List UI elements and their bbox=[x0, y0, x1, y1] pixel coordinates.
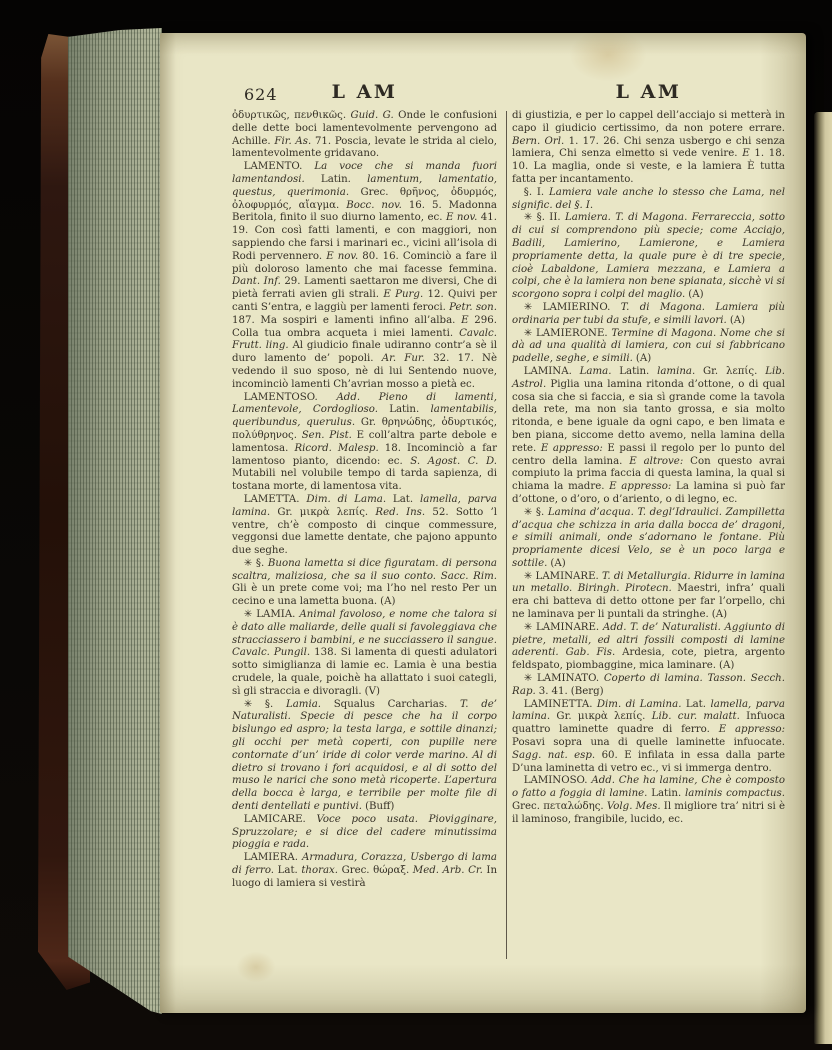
dictionary-paragraph: LAMENTOSO. Add. Pieno di lamenti, Lamentevole, Cordoglioso. Latin. lamentabilis, queribundus, querulus. Gr. θρηνώδης, ὀδυρτικός, πολύθρηνος. Sen. Pist. E coll’altra parte debole e lamentosa. Ricord. Malesp. 18. Incominciò a far lamentoso pianto, dicendo: ec. S. Agost. C. D. Mutabili nel volubile tempo di tarda sapienza, di tostana morte, di lamentosa vita. bbox=[232, 391, 498, 493]
dictionary-paragraph: LAMINETTA. Dim. di Lamina. Lat. lamella, parva lamina. Gr. μικρὰ λεπίς. Lib. cur. malatt. Infuoca quattro laminette quadre di ferro. E appresso: Posavi sopra una di quelle laminette infuocate. Sagg. nat. esp. 60. E infilata in essa dalla parte D’una laminetta di vetro ec., vi si immerga dentro. bbox=[512, 698, 786, 774]
dictionary-paragraph: ὀδυρτικῶς, πενθικῶς. Guid. G. Onde le confusioni delle dette boci lamentevolmente pervengono ad Achille. Fir. As. 71. Poscia, levate le strida al cielo, lamentevolmente gridavano. bbox=[232, 110, 497, 160]
dictionary-paragraph: di giustizia, e per lo cappel dell’acciajo si metterà in capo il giudicio certissimo, da non potere errare. Bern. Orl. 1. 17. 26. Chi senza usbergo e chi senza lamiera, Chi senza elmetto si vede venire. E 1. 18. 10. La maglia, onde si veste, e la lamiera È tutta fatta per incantamento. bbox=[512, 110, 785, 185]
page-number: 624 bbox=[244, 85, 278, 104]
dictionary-paragraph: LAMINOSO. Add. Che ha lamine, Che è composto o fatto a foggia di lamine. Latin. laminis compactus. Grec. πεταλώδης. Volg. Mes. Il migliore tra’ nitri si è il laminoso, frangibile, lucido, ec. bbox=[512, 775, 785, 825]
column-divider-rule bbox=[506, 111, 507, 959]
dictionary-paragraph: LAMIERA. Armadura, Corazza, Usbergo di lama di ferro. Lat. thorax. Grec. θώραξ. Med. Arb. Cr. In luogo di lamiera si vestirà bbox=[232, 852, 497, 889]
dictionary-paragraph: §. I. Lamiera vale anche lo stesso che Lama, nel signific. del §. I. bbox=[512, 186, 785, 211]
dictionary-paragraph: ✳ LAMINARE. T. di Metallurgia. Ridurre in lamina un metallo. Biringh. Pirotecn. Maestri, infra’ quali era chi batteva di detto ottone per far l’orpello, chi ne laminava per li puntali da stringhe. (A) bbox=[512, 570, 786, 621]
next-page-edge bbox=[814, 112, 832, 1044]
running-head-right: L AM bbox=[615, 81, 682, 103]
stacked-page-edges bbox=[68, 28, 162, 1018]
dictionary-paragraph: ✳ LAMINATO. Coperto di lamina. Tasson. Secch. Rap. 3. 41. (Berg) bbox=[512, 673, 785, 697]
left-column bbox=[232, 110, 497, 959]
book-page bbox=[160, 33, 806, 1013]
text-columns bbox=[232, 110, 785, 959]
dictionary-paragraph: LAMETTA. Dim. di Lama. Lat. lamella, parva lamina. Gr. μικρὰ λεπίς. Red. Ins. 52. Sotto ’l ventre, ch’è composto di cinque commessure, veggonsi due lamette dentate, che pajono appunto due seghe. bbox=[232, 493, 497, 557]
dictionary-paragraph: ✳ LAMIA. Animal favoloso, e nome che talora si è dato alle maliarde, delle quali si favoleggiava che stracciassero i bambini, e ne succiassero il sangue. Cavalc. Pungil. 138. Si lamenta di questi adulatori sotto simiglianza di lamie ec. Lamia è una bestia crudele, la quale, poichè ha allattato i suoi categli, sì gli straccia e divoragli. (V) bbox=[232, 609, 497, 697]
dictionary-paragraph: ✳ LAMIERONE. Termine di Magona. Nome che si dà ad una qualità di lamiera, con cui si fabbricano padelle, seghe, e simili. (A) bbox=[512, 327, 785, 365]
dictionary-paragraph: ✳ LAMINARE. Add. T. de’ Naturalisti. Aggiunto di pietre, metalli, ed altri fossili composti di lamine aderenti. Gab. Fis. Ardesia, cote, pietra, argento feldspato, piombaggine, mica laminare. (A) bbox=[512, 621, 785, 672]
dictionary-paragraph: LAMENTO. La voce che si manda fuori lamentandosi. Latin. lamentum, lamentatio, questus, querimonia. Grec. θρῆνος, ὀδυρμός, ὀλοφυρμός, αἴαγμα. Bocc. nov. 16. 5. Madonna Beritola, finito il suo diurno lamento, ec. E nov. 41. 19. Con così fatti lamenti, e con maggiori, non sappiendo che farsi i marinari ec., vicini all’isola di Rodi pervennero. E nov. 80. 16. Cominciò a fare il più doloroso lamento che mai facesse femmina. Dant. Inf. 29. Lamenti saettaron me diversi, Che di pietà ferrati avien gli strali. E Purg. 12. Quivi per canti S’entra, e laggiù per lamenti feroci. Petr. son. 187. Ma sospiri e lamenti infino all’alba. E 296. Colla tua ombra acqueta i miei lamenti. Cavalc. Frutt. ling. Al giudicio finale udiranno contr’a sè il duro lamento de’ popoli. Ar. Fur. 32. 17. Nè vedendo il suo sposo, nè di lui Sentendo nuove, incominciò lamenti Ch’avrian mosso a pietà ec. bbox=[232, 161, 497, 390]
dictionary-paragraph: ✳ §. Buona lametta si dice figuratam. di persona scaltra, maliziosa, che sa il suo conto. Sacc. Rim. Gli è un prete come voi; ma l’ho nel resto Per un cecino e una lametta buona. (A) bbox=[232, 557, 497, 608]
dictionary-paragraph: LAMICARE. Voce poco usata. Piovigginare, Spruzzolare; e si dice del cadere minutissima pioggia e rada. bbox=[232, 813, 497, 851]
dictionary-paragraph: ✳ §. II. Lamiera. T. di Magona. Ferrareccia, sotto di cui si comprendono più specie; come Acciajo, Badili, Lamierino, Lamierone, e Lamiera propriamente detta, la quale pure è di tre specie, cioè Labaldone, Lamiera mezzana, e Lamiera a colpi, che è la lamiera non bene spianata, sicchè vi si scorgono sopra i colpi del maglio. (A) bbox=[512, 212, 785, 301]
right-column bbox=[512, 110, 785, 959]
dictionary-paragraph: LAMINA. Lama. Latin. lamina. Gr. λεπίς. Lib. Astrol. Piglia una lamina ritonda d’ottone, o di qual cosa sia che si faccia, e sia sì grande come la tavola della rete, ma non sia tanto grossa, e sia molto ritonda, e bene iguale da ogni capo, e ben limata e ben piana, siccome detto avemo, nella lamina della rete. E appresso: E passi il regolo per lo punto del centro della lamina. E altrove: Con questo avrai compiuto la prima faccia di questa lamina, la qual si chiama la madre. E appresso: La lamina si può far d’ottone, o d’oro, o d’ariento, o di legno, ec. bbox=[512, 365, 785, 505]
dictionary-paragraph: ✳ §. Lamia. Squalus Carcharias. T. de’ Naturalisti. Specie di pesce che ha il corpo bislungo ed aspro; la testa larga, e sottile dinanzi; gli occhi per metà coperti, con pupille nere contornate d’un’ iride di color verde marino. Al di dietro si trovano i fori acquidosi, e al di sotto del muso le narici che sono metà ricoperte. L’apertura della bocca è larga, e terribile per molte file di denti dentellati e puntivi. (Buff) bbox=[232, 698, 497, 813]
running-head-left: L AM bbox=[331, 81, 398, 103]
dictionary-paragraph: ✳ LAMIERINO. T. di Magona. Lamiera più ordinaria per tubi da stufe, e simili lavori. (A) bbox=[512, 301, 785, 326]
dictionary-paragraph: ✳ §. Lamina d’acqua. T. degl’Idraulici. Zampilletta d’acqua che schizza in aria dalla bocca de’ dragoni, e simili animali, onde s’adornano le fontane. Più propriamente dicesi Velo, se è un poco larga e sottile. (A) bbox=[512, 506, 785, 569]
